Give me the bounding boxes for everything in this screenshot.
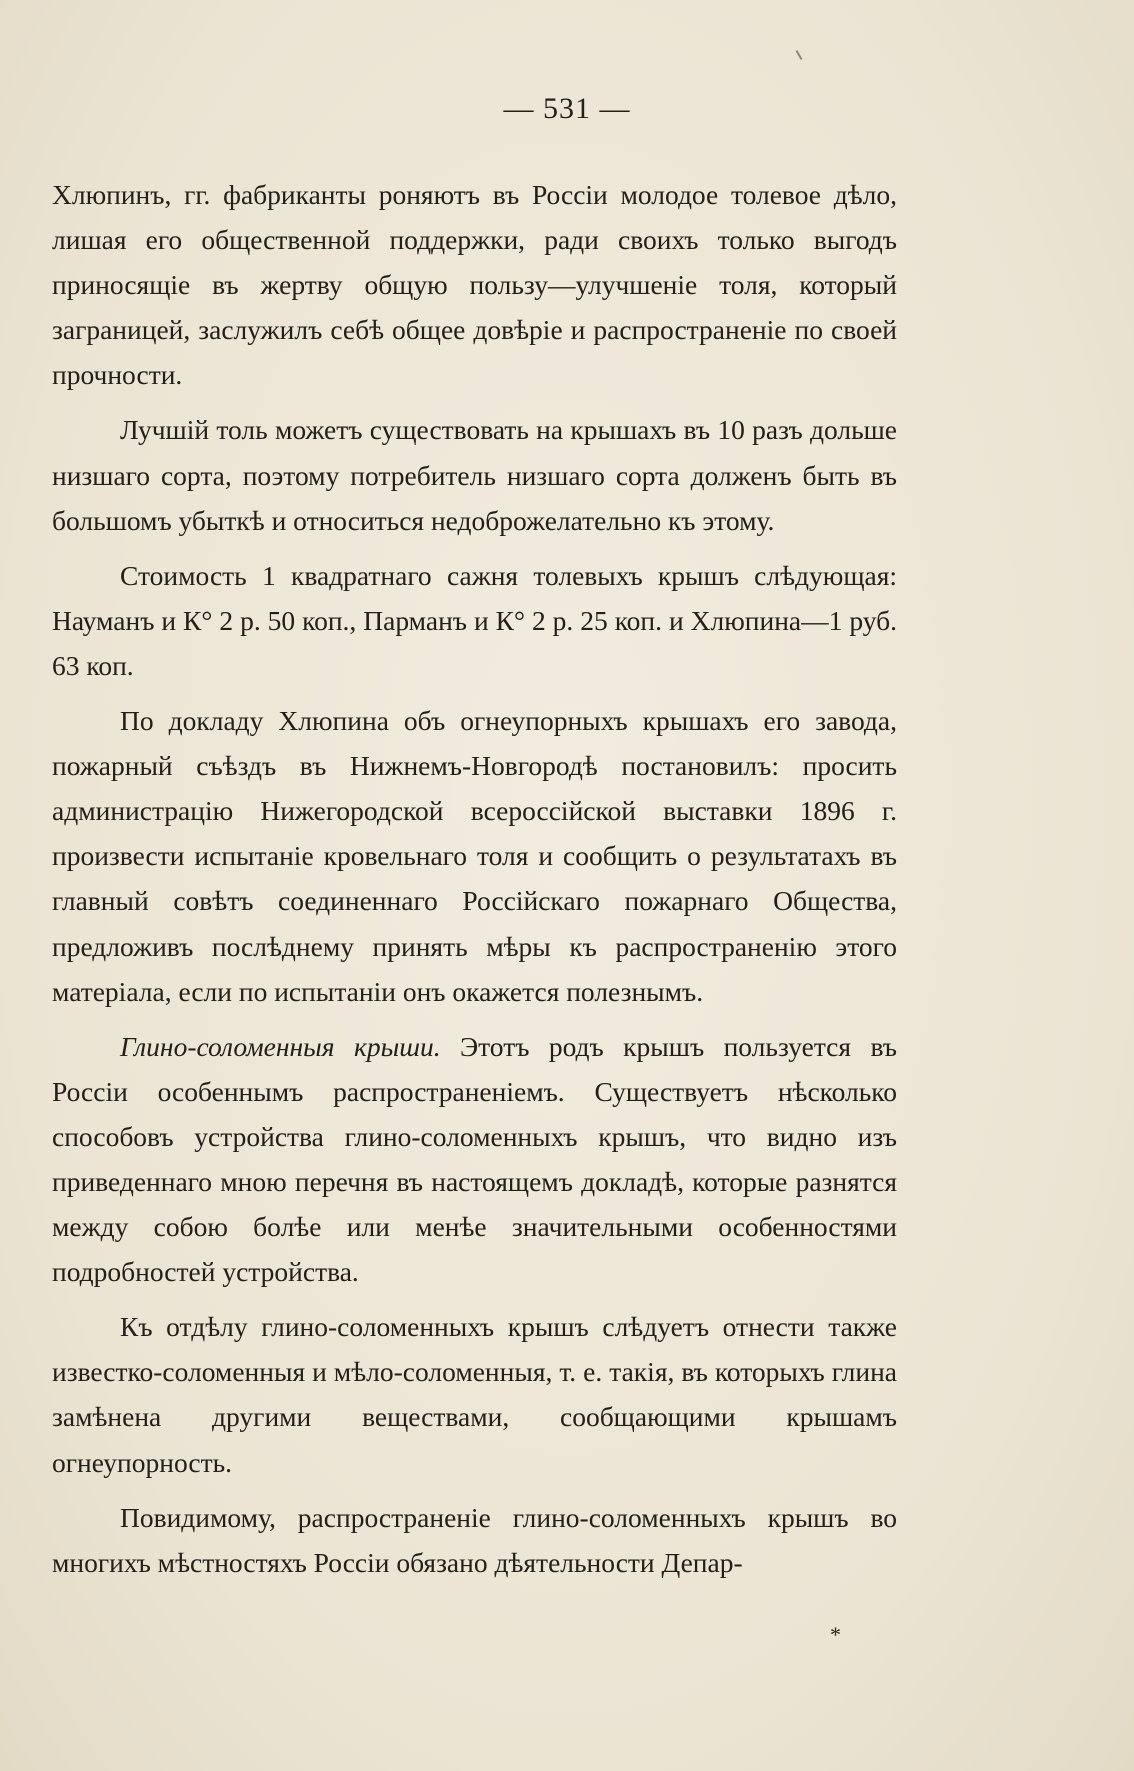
paragraph-6: Къ отдѣлу глино-соломенныхъ крышъ слѣдуетъ отнести также известко-соломенныя и мѣло-соломенныя, т. е. такія, въ которыхъ глина замѣнена другими веществами, сообщающими крышамъ огнеупорность. — [52, 1311, 897, 1478]
page-number: — 531 — — [503, 92, 631, 125]
paragraph-3: Стоимость 1 квадратнаго сажня толевыхъ крышъ слѣдующая: Науманъ и К° 2 р. 50 коп., Парманъ и К° 2 р. 25 коп. и Хлюпина—1 руб. 63 коп. — [52, 559, 897, 681]
body-text — [52, 172, 897, 1585]
paragraph-5 — [52, 1024, 897, 1295]
section-heading-clay-straw-roofs: Глино-соломенныя крыши. — [120, 1030, 441, 1062]
paragraph-1: Хлюпинъ, гг. фабриканты роняютъ въ Россіи молодое толевое дѣло, лишая его общественной поддержки, ради своихъ только выгодъ приносящіе въ жертву общую пользу—улучшеніе толя, который заграницей, заслужилъ себѣ общее довѣріе и распространеніе по своей прочности. — [52, 179, 897, 391]
paragraph-5-text: Этотъ родъ крышъ пользуется въ Россіи особеннымъ распространеніемъ. Существуетъ нѣсколько способовъ устройства глино-соломенныхъ крышъ, что видно изъ приведеннаго мною перечня въ настоящемъ докладѣ, которые разнятся между собою болѣе или менѣе значительными особенностями подробностей устройства. — [52, 1030, 897, 1288]
paragraph-7: Повидимому, распространеніе глино-соломенныхъ крышъ во многихъ мѣстностяхъ Россіи обязано дѣятельности Депар- — [52, 1501, 897, 1578]
paragraph-4: По докладу Хлюпина объ огнеупорныхъ крышахъ его завода, пожарный съѣздъ въ Нижнемъ-Новгородѣ постановилъ: просить администрацію Нижегородской всероссійской выставки 1896 г. произвести испытаніе кровельнаго толя и сообщить о результатахъ въ главный совѣтъ соединеннаго Россійскаго пожарнаго Общества, предложивъ послѣднему принять мѣры къ распространенію этого матеріала, если по испытаніи онъ окажется полезнымъ. — [52, 705, 897, 1007]
ink-tick-mark — [796, 50, 803, 60]
paragraph-2: Лучшій толь можетъ существовать на крышахъ въ 10 разъ дольше низшаго сорта, поэтому потребитель низшаго сорта долженъ быть въ большомъ убыткѣ и относиться недоброжелательно къ этому. — [52, 414, 897, 536]
footer-ink-mark: * — [830, 1622, 841, 1647]
